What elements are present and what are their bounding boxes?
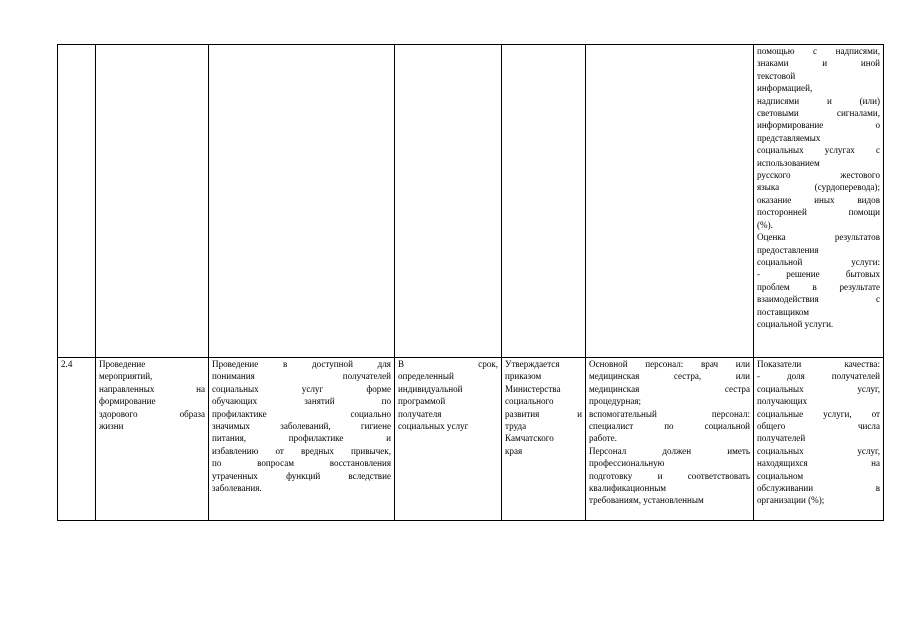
text-line: поставщиком	[757, 306, 810, 317]
text-line: квалификационным	[589, 483, 667, 494]
text-line: медицинская сестра, или	[589, 371, 750, 382]
text-line: посторонней помощи	[757, 207, 880, 218]
text-line: заболевания.	[212, 483, 262, 494]
cell-service-name	[96, 45, 209, 358]
text-line: питания, профилактике и	[212, 433, 391, 444]
cell-number	[58, 45, 96, 358]
text-line: - доля получателей	[757, 371, 880, 382]
text-line: избавлению от вредных привычек,	[212, 445, 391, 456]
text-line: социального	[505, 396, 554, 407]
table-row	[58, 45, 884, 358]
text-line: общего числа	[757, 421, 880, 432]
text-line: находящихся на	[757, 458, 880, 469]
text-line: получателей	[757, 433, 806, 444]
text-line: помощью с надписями,	[757, 46, 880, 56]
text-line: получающих	[757, 396, 808, 407]
text-line: труда	[505, 421, 527, 432]
text-line: направленных на	[99, 383, 205, 394]
row-number: 2.4	[61, 359, 73, 369]
text-line: Камчатского	[505, 433, 554, 444]
cell-service-conditions	[586, 45, 754, 358]
text-line: Персонал должен иметь	[589, 445, 750, 456]
text-line: жизни	[99, 421, 124, 432]
text-line: программой	[398, 396, 446, 407]
text-line: социальных услуг	[398, 421, 469, 432]
text-line: профессиональную	[589, 458, 665, 469]
text-line: обучающих занятий по	[212, 396, 391, 407]
text-line: приказом	[505, 371, 542, 382]
text-line: социальных услуг,	[757, 445, 880, 456]
text-line: здорового образа	[99, 408, 205, 419]
cell-quality-indicators	[754, 358, 884, 521]
text-line: проблем в результате	[757, 281, 880, 292]
text-line: подготовку и соответствовать	[589, 470, 750, 481]
text-line: языка (сурдоперевода);	[757, 182, 880, 193]
text-line: Проведение в доступной для	[212, 359, 391, 369]
cell-service-name	[96, 358, 209, 521]
text-line: специалист по социальной	[589, 421, 750, 432]
text-line: вспомогательный персонал:	[589, 408, 750, 419]
text-line: Оценка результатов	[757, 232, 880, 243]
cell-quality-indicators	[754, 45, 884, 358]
text-line: утраченных функций вследствие	[212, 470, 391, 481]
text-line: оказание иных видов	[757, 194, 880, 205]
text-line: медицинская сестра	[589, 383, 750, 394]
text-line: Показатели качества:	[757, 359, 880, 369]
text-line: Министерства	[505, 383, 561, 394]
text-line: Утверждается	[505, 359, 560, 369]
text-line: требованиям, установленным	[589, 495, 704, 506]
text-line: - решение бытовых	[757, 269, 880, 280]
text-line: получателя	[398, 408, 442, 419]
text-line: социальной услуги:	[757, 256, 880, 267]
text-line: социальном	[757, 470, 804, 481]
text-line: текстовой	[757, 70, 796, 81]
text-line: по вопросам восстановления	[212, 458, 391, 469]
text-line: социальные услуги, от	[757, 408, 880, 419]
cell-service-tariff	[502, 45, 586, 358]
text-line: взаимодействия с	[757, 294, 880, 305]
cell-service-tariff	[502, 358, 586, 521]
text-line: мероприятий,	[99, 371, 153, 382]
cell-service-description	[209, 45, 395, 358]
text-line: развития и	[505, 408, 582, 419]
text-line: социальной услуги.	[757, 318, 834, 329]
text-line: предоставления	[757, 244, 819, 255]
text-line: знаками и иной	[757, 58, 880, 69]
table-row	[58, 358, 884, 521]
text-line: профилактике социально	[212, 408, 391, 419]
text-line: В срок,	[398, 359, 498, 369]
text-line: определенный	[398, 371, 454, 382]
text-line: русского жестового	[757, 170, 880, 181]
text-line: надписями и (или)	[757, 95, 880, 106]
text-line: информацией,	[757, 83, 813, 94]
text-line: социальных услуг,	[757, 383, 880, 394]
text-line: представляемых	[757, 132, 821, 143]
text-line: социальных услуг форме	[212, 383, 391, 394]
text-line: обслуживании в	[757, 483, 880, 494]
text-line: формирование	[99, 396, 156, 407]
text-line: процедурная;	[589, 396, 642, 407]
text-line: световыми сигналами,	[757, 108, 880, 119]
cell-service-conditions	[586, 358, 754, 521]
text-line: значимых заболеваний, гигиене	[212, 421, 391, 432]
text-line: индивидуальной	[398, 383, 463, 394]
cell-service-term	[395, 45, 502, 358]
text-line: Проведение	[99, 359, 146, 369]
text-line: организации (%);	[757, 495, 825, 506]
text-line: Основной персонал: врач или	[589, 359, 750, 369]
text-line: (%).	[757, 219, 773, 230]
text-line: социальных услугах с	[757, 145, 880, 156]
cell-service-description	[209, 358, 395, 521]
text-line: работе.	[589, 433, 617, 444]
text-line: использованием	[757, 157, 820, 168]
services-table	[57, 44, 884, 521]
text-line: информирование о	[757, 120, 880, 131]
text-line: края	[505, 445, 523, 456]
cell-number	[58, 358, 96, 521]
cell-service-term	[395, 358, 502, 521]
text-line: понимания получателей	[212, 371, 391, 382]
